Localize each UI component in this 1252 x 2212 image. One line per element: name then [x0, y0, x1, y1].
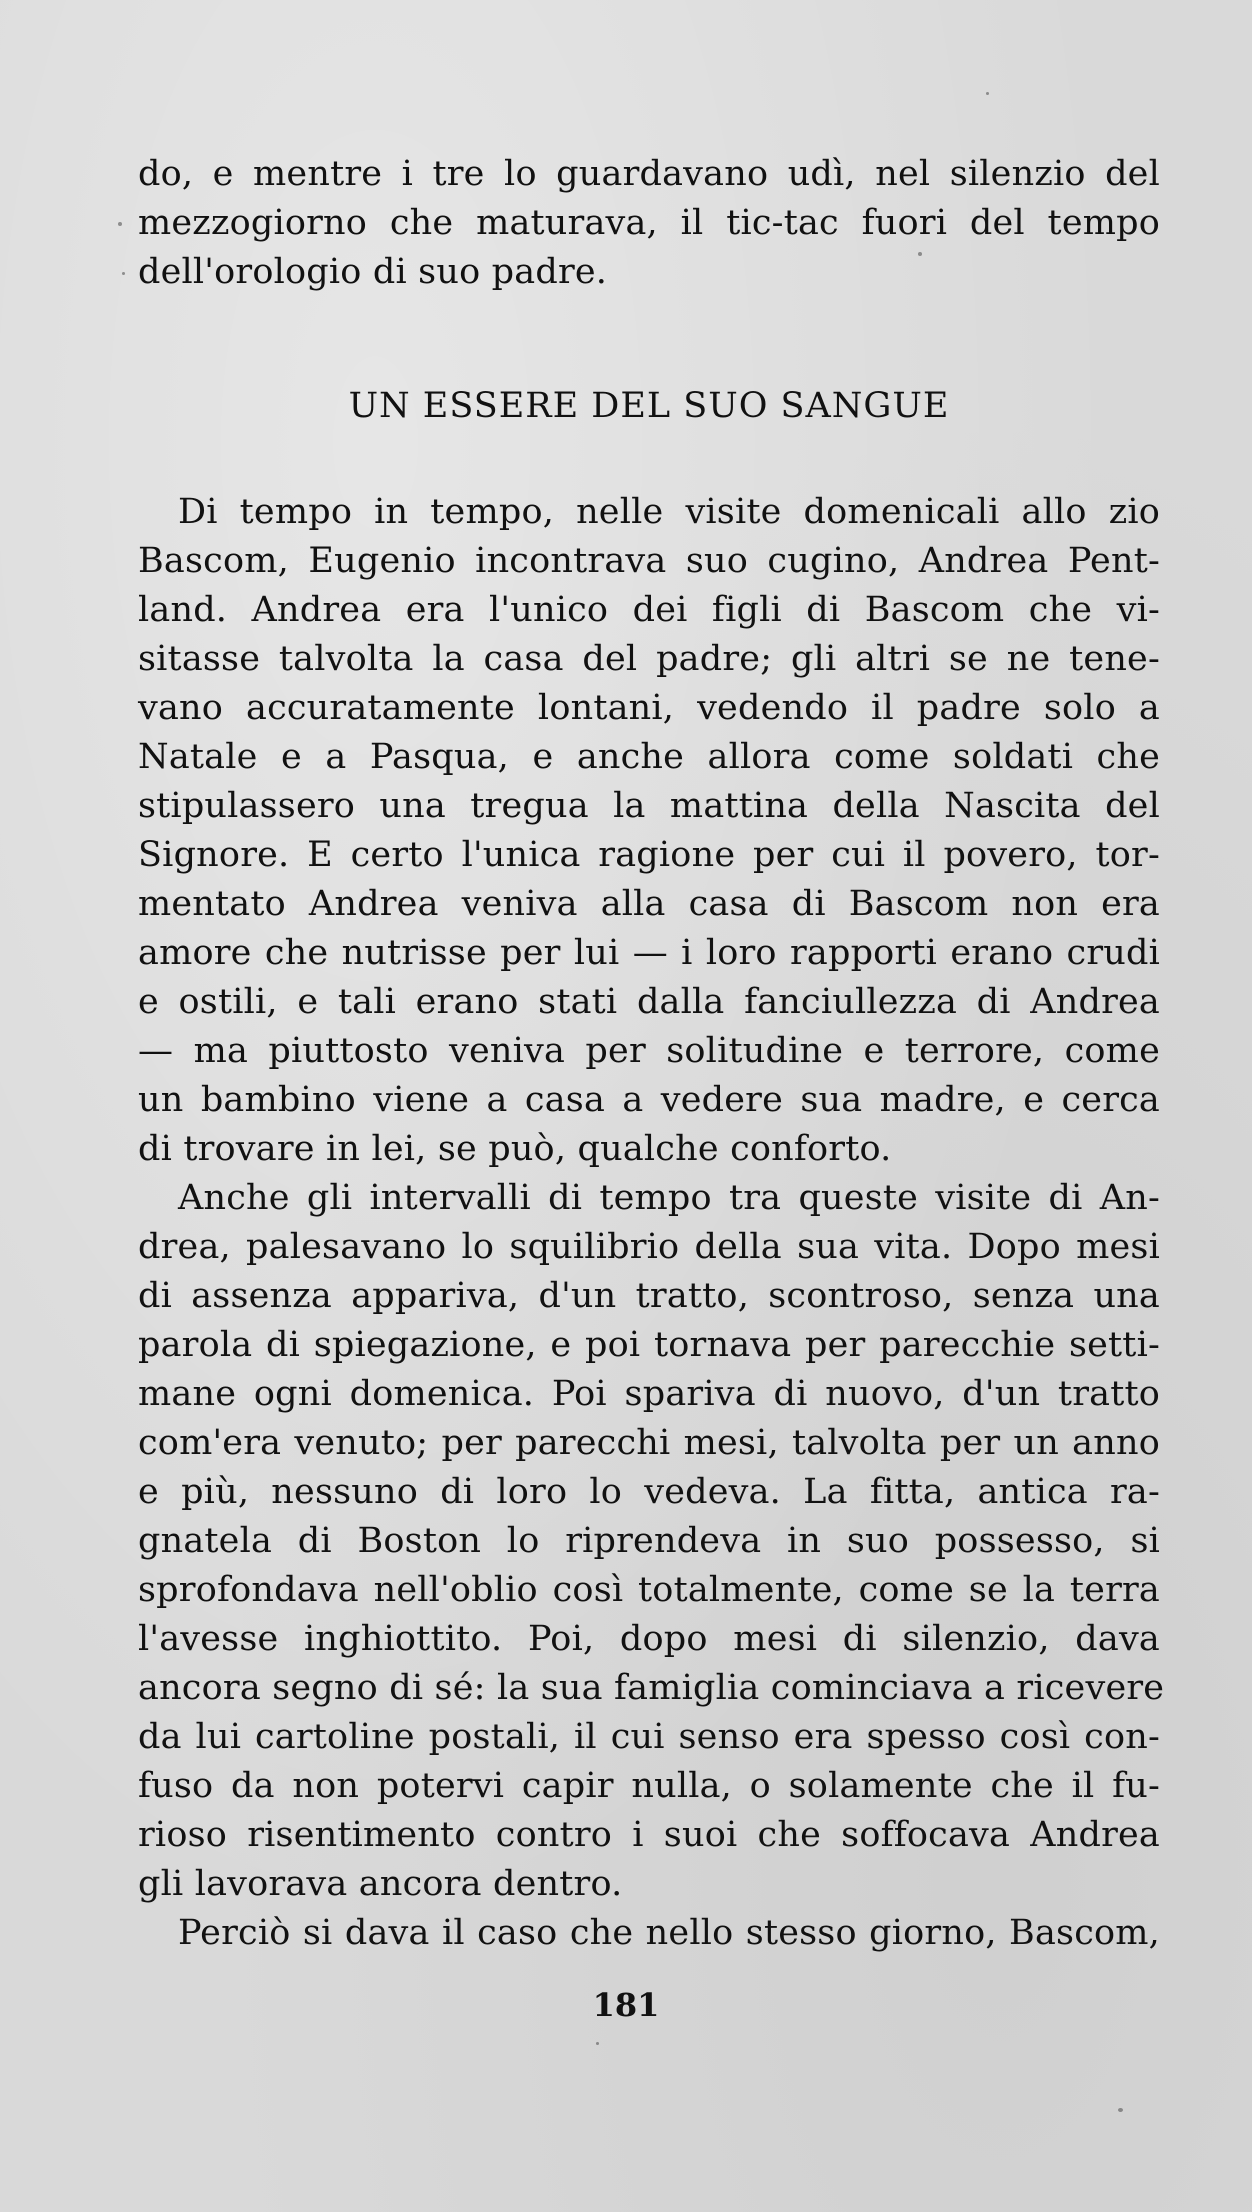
paper-speck	[918, 252, 922, 256]
paper-speck	[122, 272, 125, 275]
text-line: land. Andrea era l'unico dei figli di Bascom che vi-	[138, 590, 1160, 630]
text-line: e più, nessuno di loro lo vedeva. La fitta, antica ra-	[138, 1472, 1160, 1512]
text-line: sitasse talvolta la casa del padre; gli altri se ne tene-	[138, 639, 1160, 679]
text-line: fuso da non potervi capir nulla, o solamente che il fu-	[138, 1766, 1160, 1806]
text-line: stipulassero una tregua la mattina della Nascita del	[138, 786, 1160, 826]
paper-speck	[118, 222, 122, 226]
text-line: drea, palesavano lo squilibrio della sua vita. Dopo mesi	[138, 1227, 1160, 1267]
text-line: amore che nutrisse per lui — i loro rapporti erano crudi	[138, 933, 1160, 973]
text-line: sprofondava nell'oblio così totalmente, come se la terra	[138, 1570, 1160, 1610]
text-line: Perciò si dava il caso che nello stesso giorno, Bascom,	[178, 1913, 1160, 1953]
text-line: do, e mentre i tre lo guardavano udì, nel silenzio del	[138, 154, 1160, 194]
text-line: di assenza appariva, d'un tratto, scontroso, senza una	[138, 1276, 1160, 1316]
text-line: dell'orologio di suo padre.	[138, 252, 608, 292]
text-line: Di tempo in tempo, nelle visite domenicali allo zio	[178, 492, 1160, 532]
text-line: rioso risentimento contro i suoi che soffocava Andrea	[138, 1815, 1160, 1855]
text-line: un bambino viene a casa a vedere sua madre, e cerca	[138, 1080, 1160, 1120]
paragraph-3	[138, 1909, 1160, 1958]
text-line: ancora segno di sé: la sua famiglia cominciava a ricevere	[138, 1668, 1165, 1708]
page-number: 181	[592, 1986, 660, 2024]
paper-speck	[1118, 2108, 1123, 2112]
chapter-title: UN ESSERE DEL SUO SANGUE	[348, 386, 950, 426]
text-line: di trovare in lei, se può, qualche conforto.	[138, 1129, 892, 1169]
text-line: da lui cartoline postali, il cui senso era spesso così con-	[138, 1717, 1160, 1757]
text-line: mentato Andrea veniva alla casa di Bascom non era	[138, 884, 1160, 924]
text-line: e ostili, e tali erano stati dalla fanciullezza di Andrea	[138, 982, 1160, 1022]
text-line: mane ogni domenica. Poi spariva di nuovo, d'un tratto	[138, 1374, 1160, 1414]
text-line: gnatela di Boston lo riprendeva in suo possesso, si	[138, 1521, 1160, 1561]
paper-speck	[596, 2042, 599, 2045]
paper-speck	[986, 92, 989, 95]
text-line: Anche gli intervalli di tempo tra queste visite di An-	[178, 1178, 1160, 1218]
intro-paragraph	[138, 150, 1160, 297]
text-line: Bascom, Eugenio incontrava suo cugino, Andrea Pent-	[138, 541, 1160, 581]
text-line: gli lavorava ancora dentro.	[138, 1864, 623, 1904]
paragraph-1	[138, 488, 1160, 1174]
text-line: parola di spiegazione, e poi tornava per parecchie setti-	[138, 1325, 1160, 1365]
text-line: Signore. E certo l'unica ragione per cui il povero, tor-	[138, 835, 1160, 875]
text-line: — ma piuttosto veniva per solitudine e terrore, come	[138, 1031, 1160, 1071]
text-line: mezzogiorno che maturava, il tic-tac fuori del tempo	[138, 203, 1160, 243]
text-line: vano accuratamente lontani, vedendo il padre solo a	[138, 688, 1160, 728]
text-line: l'avesse inghiottito. Poi, dopo mesi di silenzio, dava	[138, 1619, 1160, 1659]
text-line: Natale e a Pasqua, e anche allora come soldati che	[138, 737, 1160, 777]
text-line: com'era venuto; per parecchi mesi, talvolta per un anno	[138, 1423, 1160, 1463]
paragraph-2	[138, 1174, 1165, 1909]
